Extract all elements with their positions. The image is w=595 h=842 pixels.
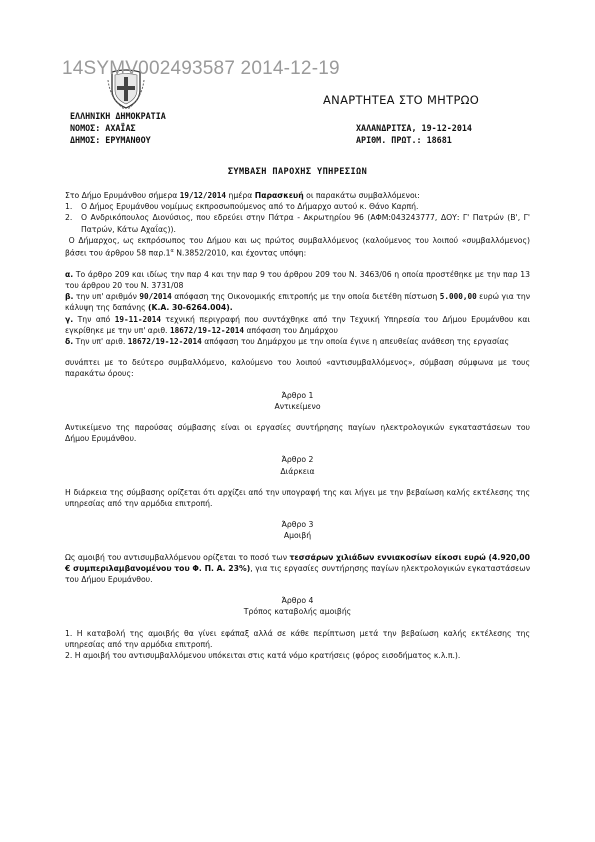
party-1: 1. Ο Δήμος Ερυμάνθου νομίμως εκπροσωπούμενος από το Δήμαρχο αυτού κ. Θάνο Καρπή.: [65, 202, 419, 212]
article-4-text-2: 2. Η αμοιβή του αντισυμβαλλόμενου υπόκειται στις κατά νόμο κρατήσεις (φόρος εισοδήματος κ.λ.π.).: [65, 651, 461, 661]
article-4-text-1: 1. Η καταβολή της αμοιβής θα γίνει εφάπαξ αλλά σε κάθε περίπτωση μετά την βεβαίωση καλής εκτέλεσης της υπηρεσίας από την αρμόδια επιτροπή.: [65, 628, 530, 649]
article-2-text: Η διάρκεια της σύμβασης ορίζεται ότι αρχίζει από την υπογραφή της και λήγει με την βεβαίωση καλής εκτέλεσης της υπηρεσίας από την αρμόδια επιτροπή.: [65, 487, 530, 509]
consideration-d: δ. Την υπ' αριθ. 18672/19-12-2014 απόφαση του Δημάρχου με την οποία έγινε η απευθείας ανάθεση της εργασίας: [65, 337, 510, 346]
date-protocol-block: [356, 122, 472, 146]
intro-paragraph: Στο Δήμο Ερυμάνθου σήμερα 19/12/2014 ημέρα Παρασκευή οι παρακάτω συμβαλλόμενοι:: [65, 191, 420, 200]
article-2-title: Διάρκεια: [280, 466, 315, 476]
consideration-b: β. την υπ' αριθμόν 90/2014 απόφαση της Οικονομικής επιτροπής με την οποία διετέθη πίστωση 5.000,00 ευρώ για την κάλυψη της δαπάνης (Κ.Α. 30-6264.004).: [65, 292, 531, 313]
registry-stamp: 14SYMV002493587 2014-12-19: [62, 58, 340, 79]
consideration-a: α. Το άρθρο 209 και ιδίως την παρ 4 και την παρ 9 του άρθρου 209 του Ν. 3463/06 η οποία προστέθηκε με την παρ 13 του άρθρου 20 του Ν. 3731/08: [65, 269, 530, 290]
article-2-number: Άρθρο 2: [281, 455, 314, 465]
article-1-title: Αντικείμενο: [274, 401, 321, 411]
register-title: ΑΝΑΡΤΗΤΕΑ ΣΤΟ ΜΗΤΡΩΟ: [323, 93, 480, 107]
article-3-title: Αμοιβή: [283, 531, 312, 541]
article-3-number: Άρθρο 3: [281, 520, 314, 530]
country-line: ΕΛΛΗΝΙΚΗ ΔΗΜΟΚΡΑΤΙΑ: [70, 111, 166, 121]
article-1-number: Άρθρο 1: [281, 390, 314, 400]
article-4-number: Άρθρο 4: [281, 596, 314, 606]
consideration-c: γ. Την από 19-11-2014 τεχνική περιγραφή που συντάχθηκε από την Τεχνική Υπηρεσία του Δήμου Ερυμάνθου και εγκρίθηκε με την υπ' αριθ. 18672/19-12-2014 απόφαση του Δημάρχου: [65, 314, 530, 335]
contract-intro: συνάπτει με το δεύτερο συμβαλλόμενο, καλούμενο του λοιπού «αντισυμβαλλόμενος», σύμβαση σύμφωνα με τους παρακάτω όρους:: [65, 358, 530, 379]
article-4-title: Τρόπος καταβολής αμοιβής: [243, 607, 352, 617]
party-2: 2. Ο Ανδρικόπουλος Διονύσιος, που εδρεύει στην Πάτρα - Ακρωτηρίου 96 (ΑΦΜ:043243777, ΔΟΥ: Γ' Πατρών (Β', Γ' Πατρών, Κάτω Αχαΐας)).: [65, 213, 530, 234]
place-date-line: ΧΑΛΑΝΔΡΙΤΣΑ, 19-12-2014: [356, 123, 472, 133]
mayor-paragraph: Ο Δήμαρχος, ως εκπρόσωπος του Δήμου και ως πρώτος συμβαλλόμενος (καλούμενος του λοιπού «συμβαλλόμενος) βάσει του άρθρου 58 $\pi\alpha\rho.1^\alpha$ Ν.3852/2010, και έχοντας υπόψη:: [65, 235, 530, 258]
issuer-block: [70, 110, 166, 146]
document-body: [65, 190, 530, 661]
protocol-number-line: ΑΡΙΘΜ. ΠΡΩΤ.: 18681: [356, 135, 452, 145]
article-1-text: Αντικείμενο της παρούσας σύμβασης είναι οι εργασίες συντήρησης παγίων ηλεκτρολογικών εγκαταστάσεων του Δήμου Ερυμάνθου.: [65, 423, 530, 444]
municipality-line: ΔΗΜΟΣ: ΕΡΥΜΑΝΘΟΥ: [70, 135, 151, 145]
article-3-text: Ως αμοιβή του αντισυμβαλλόμενου ορίζεται το ποσό των τεσσάρων χιλιάδων εννιακοσίων είκοσι ευρώ (4.920,00 € συμπεριλαμβανομένου του Φ. Π. Α. 23%), για τις εργασίες συντήρησης παγίων ηλεκτρολογικών εγκαταστάσεων του Δήμου Ερυμάνθου.: [65, 552, 530, 585]
prefecture-line: ΝΟΜΟΣ: ΑΧΑΪΑΣ: [70, 123, 136, 133]
document-title: ΣΥΜΒΑΣΗ ΠΑΡΟΧΗΣ ΥΠΗΡΕΣΙΩΝ: [227, 167, 368, 177]
